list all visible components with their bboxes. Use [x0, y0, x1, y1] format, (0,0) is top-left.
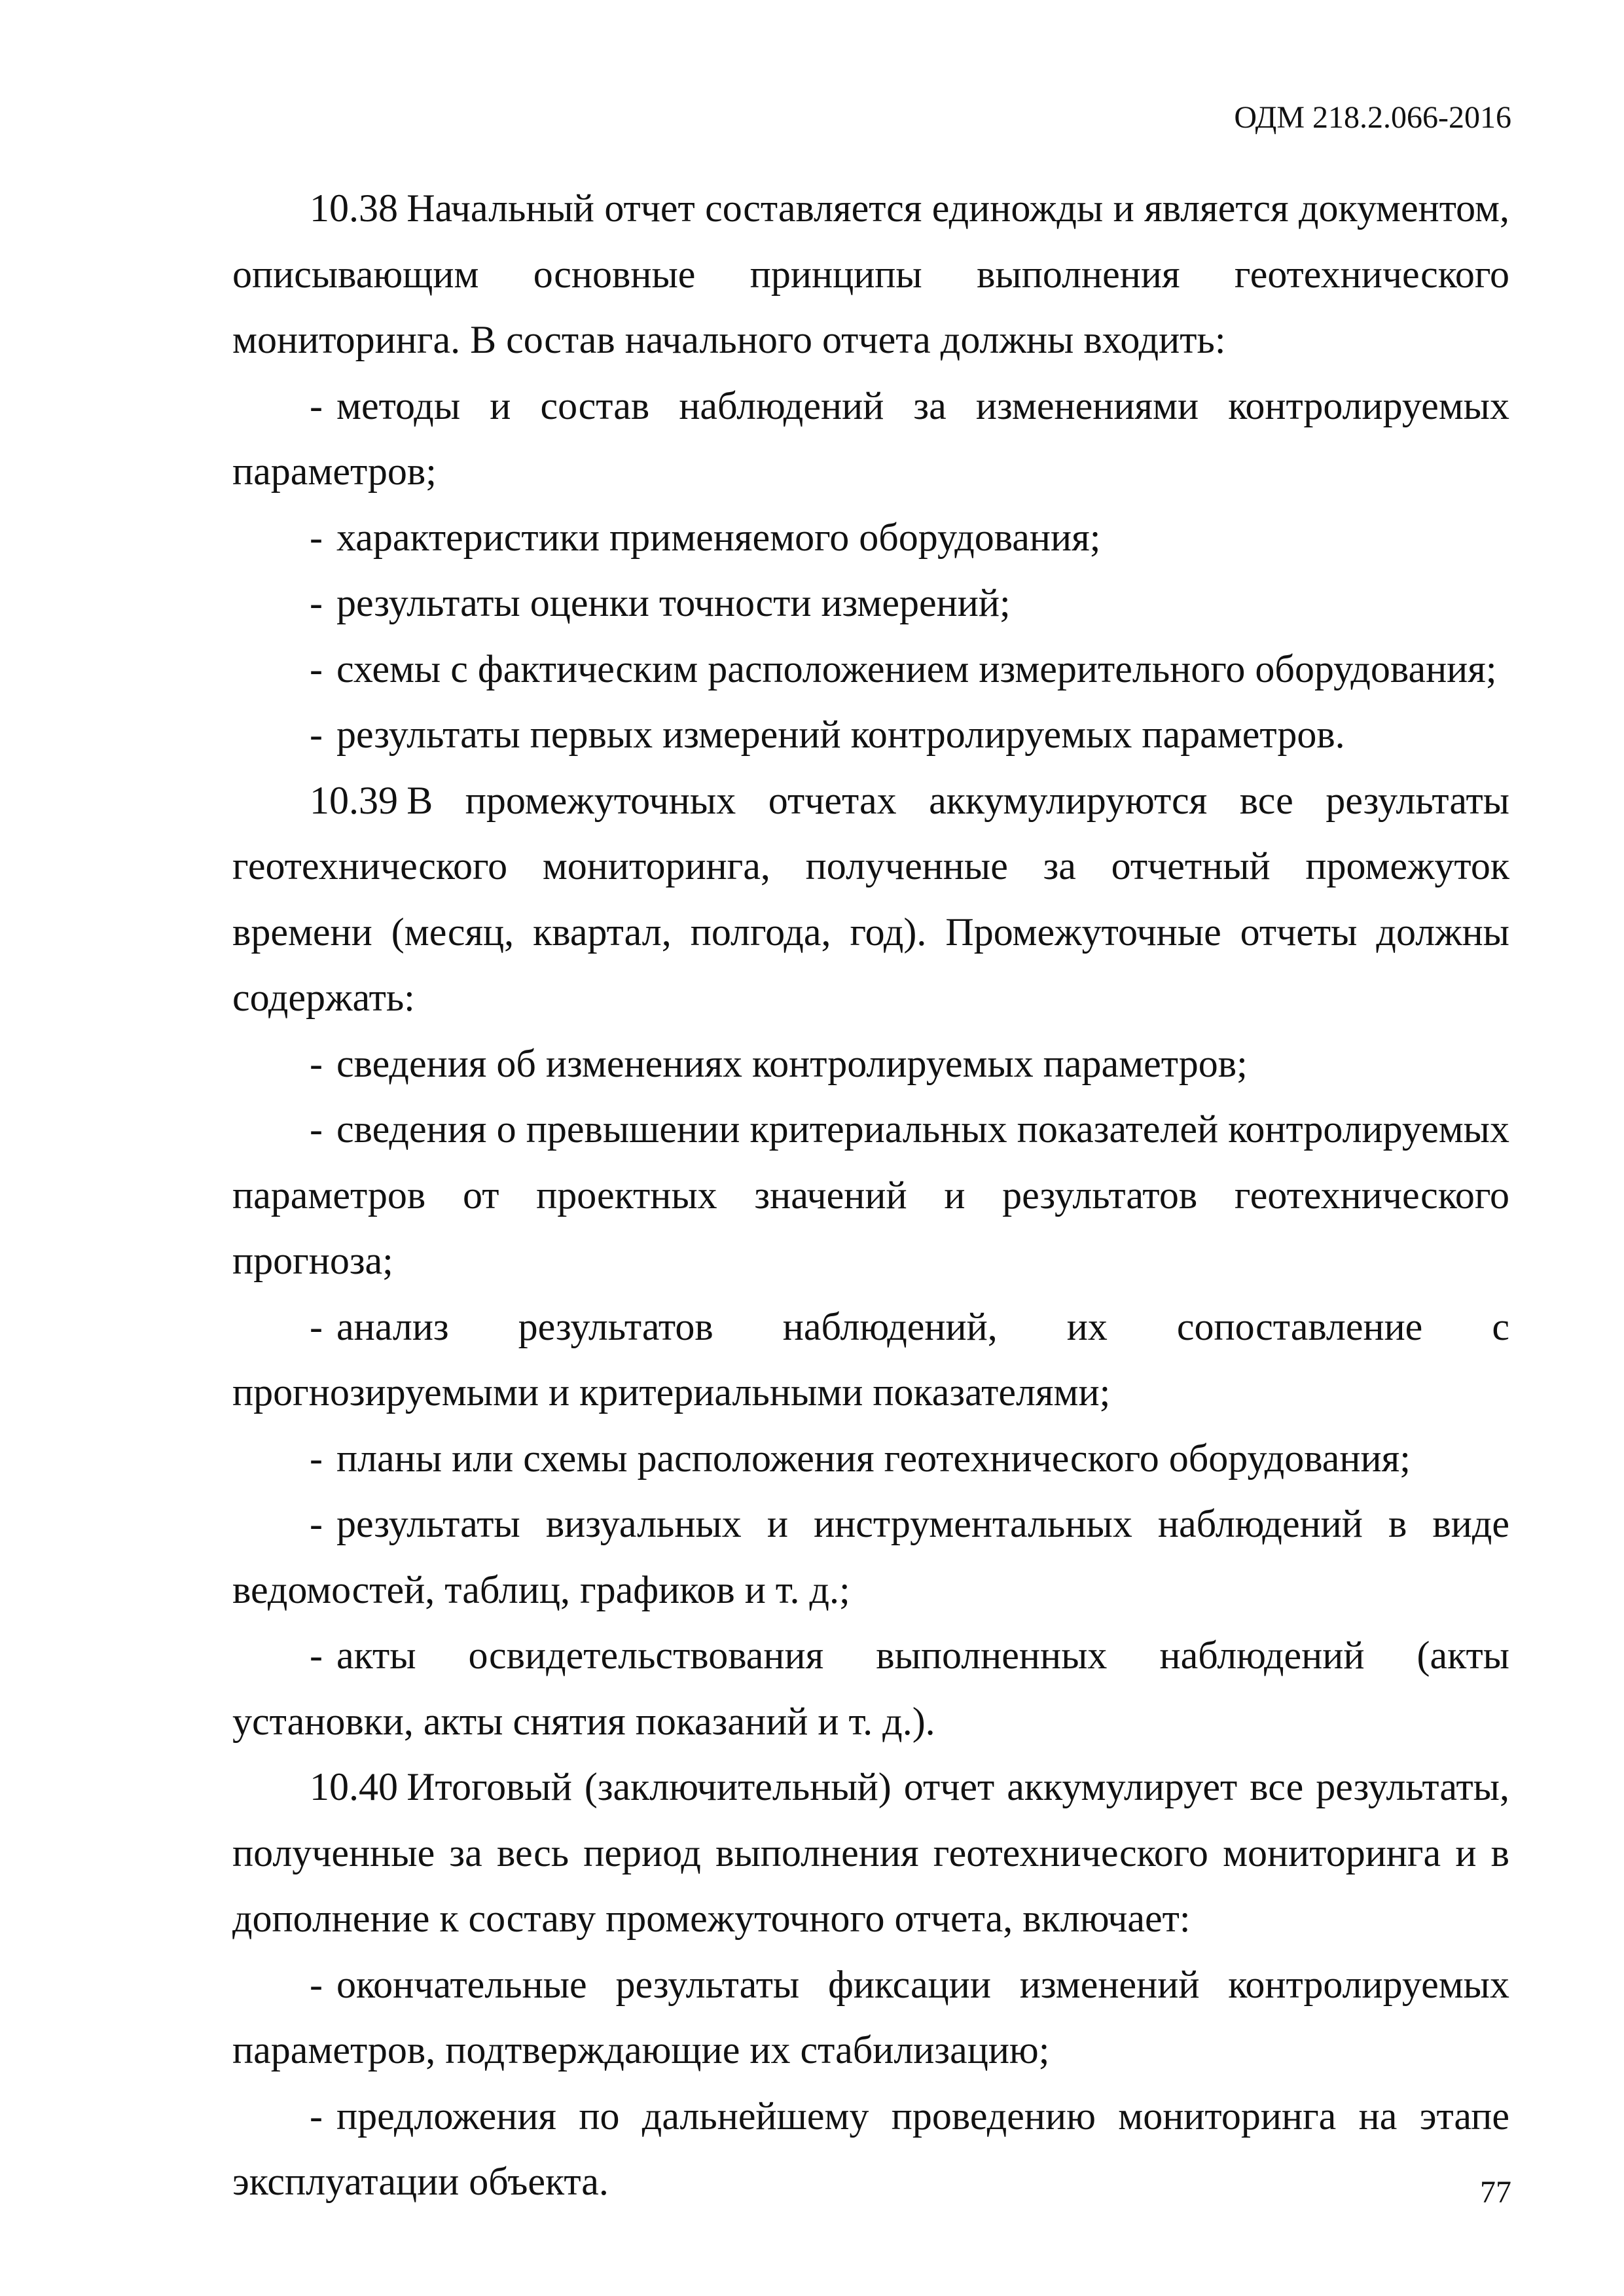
list-item: [232, 1952, 1509, 2083]
list-item-text: схемы с фактическим расположением измерительного оборудования;: [336, 647, 1497, 691]
list-item: [232, 1294, 1509, 1426]
section-10-38-paragraph: [232, 175, 1509, 373]
section-text: В промежуточных отчетах аккумулируются все результаты геотехнического мониторинга, полученные за отчетный промежуток времени (месяц, квартал, полгода, год). Промежуточные отчеты должны содержать:: [232, 778, 1509, 1019]
list-item-text: сведения об изменениях контролируемых параметров;: [336, 1041, 1248, 1085]
list-item: [232, 636, 1509, 702]
list-item-text: методы и состав наблюдений за изменениями контролируемых параметров;: [232, 384, 1509, 493]
bullet-dash: -: [310, 647, 323, 691]
bullet-dash: -: [310, 1107, 323, 1151]
section-10-39-paragraph: [232, 768, 1509, 1031]
list-item: [232, 1491, 1509, 1623]
list-item: [232, 1426, 1509, 1492]
list-item: [232, 570, 1509, 636]
bullet-dash: -: [310, 515, 323, 559]
list-item: [232, 1031, 1509, 1097]
list-item-text: акты освидетельствования выполненных наблюдений (акты установки, акты снятия показаний и т. д.).: [232, 1634, 1509, 1743]
list-item-text: результаты оценки точности измерений;: [336, 581, 1011, 624]
section-text: Начальный отчет составляется единожды и является документом, описывающим основные принципы выполнения геотехнического мониторинга. В состав начального отчета должны входить:: [232, 187, 1509, 361]
list-item-text: характеристики применяемого оборудования;: [336, 515, 1101, 559]
bullet-dash: -: [310, 581, 323, 624]
section-number: 10.39: [310, 778, 398, 822]
bullet-dash: -: [310, 1634, 323, 1677]
page-number: 77: [1480, 2175, 1511, 2210]
section-number: 10.38: [310, 187, 398, 230]
document-code: ОДМ 218.2.066-2016: [1234, 100, 1511, 135]
document-body: [232, 175, 1509, 2215]
bullet-dash: -: [310, 1304, 323, 1348]
list-item: [232, 2083, 1509, 2215]
section-text: Итоговый (заключительный) отчет аккумулирует все результаты, полученные за весь период выполнения геотехнического мониторинга и в дополнение к составу промежуточного отчета, включает:: [232, 1765, 1509, 1940]
list-item: [232, 505, 1509, 571]
list-item-text: предложения по дальнейшему проведению мониторинга на этапе эксплуатации объекта.: [232, 2094, 1509, 2203]
section-number: 10.40: [310, 1765, 398, 1808]
bullet-dash: -: [310, 2094, 323, 2138]
bullet-dash: -: [310, 713, 323, 756]
list-item-text: окончательные результаты фиксации изменений контролируемых параметров, подтверждающие их стабилизацию;: [232, 1962, 1509, 2072]
bullet-dash: -: [310, 1436, 323, 1480]
list-item: [232, 1096, 1509, 1294]
list-item-text: результаты визуальных и инструментальных наблюдений в виде ведомостей, таблиц, графиков и т. д.;: [232, 1502, 1509, 1611]
list-item-text: планы или схемы расположения геотехнического оборудования;: [336, 1436, 1411, 1480]
bullet-dash: -: [310, 1962, 323, 2006]
list-item: [232, 702, 1509, 768]
list-item-text: анализ результатов наблюдений, их сопоставление с прогнозируемыми и критериальными показателями;: [232, 1304, 1509, 1414]
bullet-dash: -: [310, 1041, 323, 1085]
bullet-dash: -: [310, 384, 323, 427]
list-item: [232, 1623, 1509, 1754]
list-item-text: результаты первых измерений контролируемых параметров.: [336, 713, 1345, 756]
bullet-dash: -: [310, 1502, 323, 1545]
list-item-text: сведения о превышении критериальных показателей контролируемых параметров от проектных значений и результатов геотехнического прогноза;: [232, 1107, 1509, 1282]
list-item: [232, 373, 1509, 505]
section-10-40-paragraph: [232, 1754, 1509, 1952]
